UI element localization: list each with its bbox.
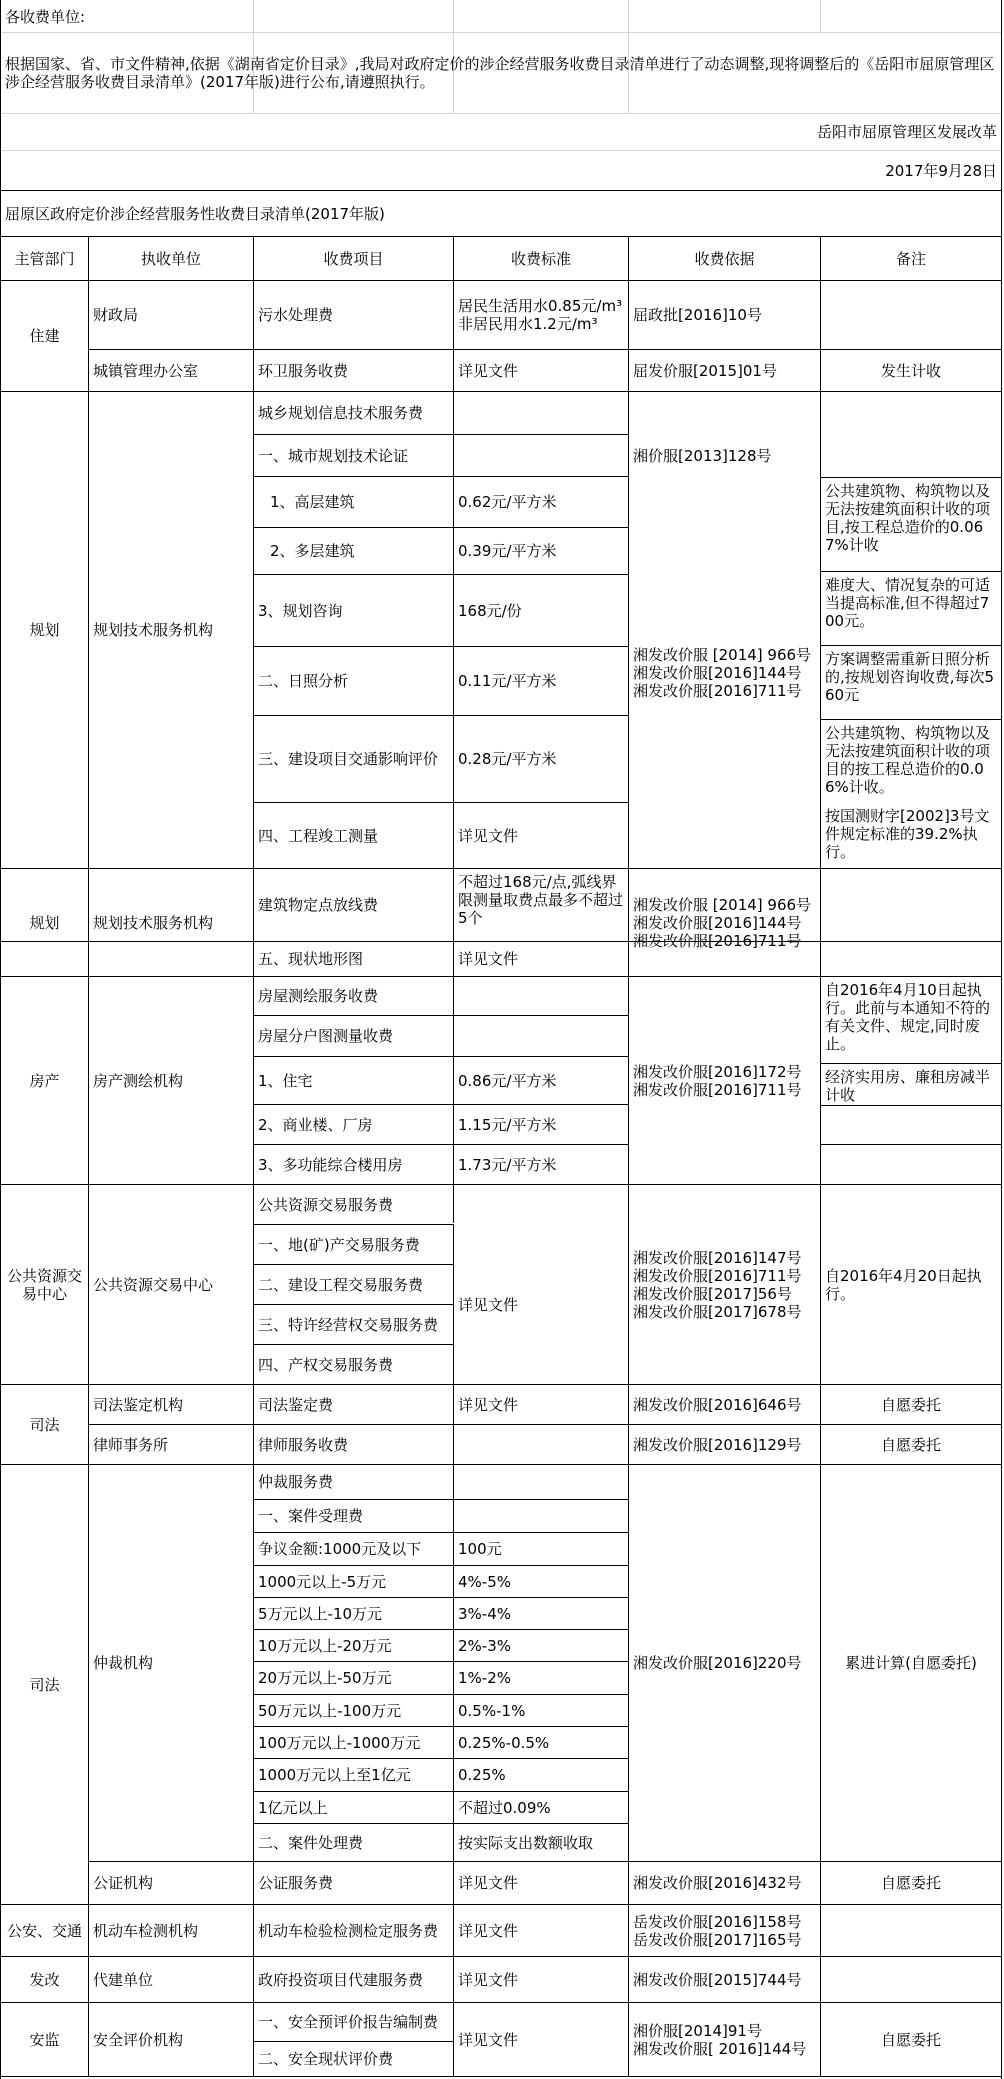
note-cell: 自愿委托 bbox=[880, 2030, 941, 2049]
basis-cell: 湘发改价服[2016]220号 bbox=[633, 1654, 802, 1672]
note-cell: 自2016年4月10日起执行。此前与本通知不符的有关文件、规定,同时废止。 bbox=[825, 981, 991, 1053]
item-cell: 污水处理费 bbox=[258, 306, 334, 324]
unit-cell: 规划技术服务机构 bbox=[93, 621, 214, 639]
grid-line-h bbox=[820, 1105, 1001, 1106]
item-cell: 房屋测绘服务收费 bbox=[258, 987, 379, 1005]
item-cell: 城乡规划信息技术服务费 bbox=[258, 404, 424, 422]
header-recipient: 各收费单位: bbox=[5, 7, 86, 26]
basis-cell: 湘发改价服[2016]432号 bbox=[633, 1874, 802, 1892]
standard-cell: 不超过168元/点,弧线界限测量取费点最多不超过5个 bbox=[458, 873, 624, 927]
standard-cell: 0.5%-1% bbox=[458, 1701, 526, 1720]
note-cell: 自愿委托 bbox=[880, 1874, 941, 1892]
item-cell: 一、城市规划技术论证 bbox=[258, 446, 409, 465]
item-cell: 1、住宅 bbox=[258, 1071, 313, 1090]
grid-line-v bbox=[1001, 0, 1002, 2079]
basis-cell: 岳发改价服[2016]158号 岳发改价服[2017]165号 bbox=[633, 1912, 802, 1949]
header-notice: 根据国家、省、市文件精神,依据《湖南省定价目录》,我局对政府定价的涉企经营服务收费目录清单进行了动态调整,现将调整后的《岳阳市屈原管理区涉企经营服务收费目录清单》(2017年版)进行公布,请遵照执行。 bbox=[5, 55, 995, 91]
item-cell: 1000元以上-5万元 bbox=[258, 1572, 387, 1591]
note-cell: 自2016年4月20日起执行。 bbox=[825, 1266, 982, 1303]
basis-cell: 屈发价服[2015]01号 bbox=[633, 361, 777, 380]
unit-cell: 机动车检测机构 bbox=[93, 1921, 199, 1940]
standard-cell: 详见文件 bbox=[458, 1874, 519, 1892]
item-cell: 3、多功能综合楼用房 bbox=[258, 1155, 403, 1174]
header-date: 2017年9月28日 bbox=[885, 161, 997, 180]
item-cell: 二、日照分析 bbox=[258, 672, 349, 690]
basis-cell: 湘发改价服[2015]744号 bbox=[633, 1970, 802, 1989]
basis-cell: 湘发改价服[2016]129号 bbox=[633, 1435, 802, 1454]
item-cell: 2、商业楼、厂房 bbox=[258, 1115, 373, 1134]
item-cell: 二、安全现状评价费 bbox=[258, 2050, 394, 2068]
dept-cell: 房产 bbox=[29, 1071, 60, 1090]
note-cell: 累进计算(自愿委托) bbox=[845, 1654, 977, 1672]
basis-cell: 湘发改价服 [2014] 966号 湘发改价服[2016]144号 湘发改价服[2016]711号 bbox=[633, 645, 812, 700]
item-cell: 公证服务费 bbox=[258, 1874, 334, 1892]
dept-cell: 公安、交通 bbox=[6, 1921, 82, 1940]
item-cell: 仲裁服务费 bbox=[258, 1473, 334, 1491]
standard-cell: 详见文件 bbox=[458, 361, 519, 380]
standard-cell: 不超过0.09% bbox=[458, 1798, 551, 1817]
note-cell: 方案调整需重新日照分析的,按规划咨询收费,每次560元 bbox=[825, 650, 995, 704]
standard-cell: 2%-3% bbox=[458, 1636, 512, 1655]
standard-cell: 详见文件 bbox=[458, 1295, 519, 1314]
item-cell: 房屋分户图测量收费 bbox=[258, 1027, 394, 1045]
basis-cell: 屈政批[2016]10号 bbox=[633, 306, 762, 324]
dept-cell: 司法 bbox=[29, 1415, 60, 1434]
item-cell: 三、特许经营权交易服务费 bbox=[258, 1315, 439, 1334]
col-header-basis: 收费依据 bbox=[694, 249, 755, 268]
note-cell: 按国测财字[2002]3号文件规定标准的39.2%执行。 bbox=[825, 807, 990, 861]
dept-cell: 规划 bbox=[29, 621, 60, 639]
unit-cell: 司法鉴定机构 bbox=[93, 1395, 184, 1414]
standard-cell: 详见文件 bbox=[458, 826, 519, 845]
standard-cell: 0.28元/平方米 bbox=[458, 750, 557, 768]
standard-cell: 4%-5% bbox=[458, 1572, 512, 1591]
item-cell: 一、案件受理费 bbox=[258, 1507, 364, 1525]
unit-cell: 律师事务所 bbox=[93, 1435, 169, 1454]
col-header-note: 备注 bbox=[895, 249, 926, 268]
note-cell: 公共建筑物、构筑物以及无法按建筑面积计收的项目的按工程总造价的0.06%计收。 bbox=[825, 724, 991, 796]
grid-line-h bbox=[0, 2076, 1001, 2077]
item-cell: 20万元以上-50万元 bbox=[258, 1669, 392, 1687]
col-header-dept: 主管部门 bbox=[14, 249, 75, 268]
unit-cell: 财政局 bbox=[93, 306, 139, 324]
dept-cell: 规划 bbox=[29, 913, 60, 932]
item-cell: 1亿元以上 bbox=[258, 1798, 328, 1817]
standard-cell: 详见文件 bbox=[458, 950, 519, 968]
standard-cell: 100元 bbox=[458, 1540, 502, 1558]
item-cell: 环卫服务收费 bbox=[258, 361, 349, 380]
standard-cell: 按实际支出数额收取 bbox=[458, 1833, 594, 1852]
dept-cell: 住建 bbox=[29, 327, 60, 345]
standard-cell: 详见文件 bbox=[458, 1921, 519, 1940]
standard-cell: 详见文件 bbox=[458, 1970, 519, 1989]
note-cell: 难度大、情况复杂的可适当提高标准,但不得超过700元。 bbox=[825, 576, 991, 630]
item-cell: 3、规划咨询 bbox=[258, 601, 343, 620]
basis-cell: 湘价服[2014]91号 湘发改价服[ 2016]144号 bbox=[633, 2021, 807, 2058]
note-cell: 自愿委托 bbox=[880, 1395, 941, 1414]
item-cell: 10万元以上-20万元 bbox=[258, 1636, 392, 1655]
dept-cell: 安监 bbox=[29, 2030, 60, 2049]
standard-cell: 1%-2% bbox=[458, 1669, 512, 1687]
note-cell: 经济实用房、廉租房减半计收 bbox=[825, 1068, 991, 1104]
unit-cell: 公共资源交易中心 bbox=[93, 1275, 214, 1294]
item-cell: 三、建设项目交通影响评价 bbox=[258, 750, 439, 768]
col-header-standard: 收费标准 bbox=[510, 249, 571, 268]
item-cell: 建筑物定点放线费 bbox=[258, 896, 379, 914]
item-cell: 1000万元以上至1亿元 bbox=[258, 1766, 411, 1784]
standard-cell: 详见文件 bbox=[458, 2030, 519, 2049]
item-cell: 100万元以上-1000万元 bbox=[258, 1733, 421, 1752]
col-header-unit: 执收单位 bbox=[140, 249, 201, 268]
item-cell: 二、建设工程交易服务费 bbox=[258, 1275, 424, 1294]
basis-cell: 湘发改价服[2016]147号 湘发改价服[2016]711号 湘发改价服[2017]56号 湘发改价服[2017]678号 bbox=[633, 1248, 802, 1321]
item-cell: 司法鉴定费 bbox=[258, 1395, 334, 1414]
standard-cell: 居民生活用水0.85元/m³ 非居民用水1.2元/m³ bbox=[458, 297, 623, 333]
item-cell: 二、案件处理费 bbox=[258, 1833, 364, 1852]
standard-cell: 0.62元/平方米 bbox=[458, 493, 557, 511]
standard-cell: 0.86元/平方米 bbox=[458, 1071, 557, 1090]
grid-line-h bbox=[820, 1144, 1001, 1145]
basis-cell: 湘价服[2013]128号 bbox=[633, 446, 772, 465]
item-cell: 一、安全预评价报告编制费 bbox=[258, 2013, 439, 2031]
standard-cell: 0.39元/平方米 bbox=[458, 542, 557, 560]
standard-cell: 1.15元/平方米 bbox=[458, 1115, 557, 1134]
basis-cell: 湘发改价服 [2014] 966号 湘发改价服[2016]144号 湘发改价服[2016]711号 bbox=[633, 895, 812, 950]
grid-line-v bbox=[453, 1184, 454, 1223]
col-header-item: 收费项目 bbox=[323, 249, 384, 268]
standard-cell: 0.25%-0.5% bbox=[458, 1733, 550, 1752]
unit-cell: 城镇管理办公室 bbox=[93, 361, 199, 380]
standard-cell: 详见文件 bbox=[458, 1395, 519, 1414]
dept-cell: 公共资源交易中心 bbox=[6, 1266, 82, 1303]
standard-cell: 0.25% bbox=[458, 1766, 506, 1784]
standard-cell: 0.11元/平方米 bbox=[458, 672, 557, 690]
item-cell: 争议金额:1000元及以下 bbox=[258, 1540, 422, 1558]
note-cell: 公共建筑物、构筑物以及无法按建筑面积计收的项目,按工程总造价的0.067%计收 bbox=[825, 482, 991, 554]
unit-cell: 公证机构 bbox=[93, 1874, 154, 1892]
note-cell: 发生计收 bbox=[880, 361, 941, 380]
item-cell: 一、地(矿)产交易服务费 bbox=[258, 1235, 420, 1254]
standard-cell: 168元/份 bbox=[458, 601, 522, 620]
grid-line-v bbox=[820, 0, 821, 32]
dept-cell: 发改 bbox=[29, 1970, 60, 1989]
item-cell: 公共资源交易服务费 bbox=[258, 1195, 394, 1214]
list-title: 屈原区政府定价涉企经营服务性收费目录清单(2017年版) bbox=[5, 204, 385, 223]
item-cell: 机动车检验检测检定服务费 bbox=[258, 1921, 439, 1940]
item-cell: 50万元以上-100万元 bbox=[258, 1701, 402, 1720]
item-cell: 1、高层建筑 bbox=[270, 493, 355, 511]
unit-cell: 安全评价机构 bbox=[93, 2030, 184, 2049]
item-cell: 律师服务收费 bbox=[258, 1435, 349, 1454]
item-cell: 2、多层建筑 bbox=[270, 542, 355, 560]
item-cell: 五、现状地形图 bbox=[258, 950, 364, 968]
unit-cell: 代建单位 bbox=[93, 1970, 154, 1989]
item-cell: 政府投资项目代建服务费 bbox=[258, 1970, 424, 1989]
dept-cell: 司法 bbox=[29, 1675, 60, 1694]
unit-cell: 仲裁机构 bbox=[93, 1654, 154, 1672]
item-cell: 四、工程竣工测量 bbox=[258, 826, 379, 845]
item-cell: 四、产权交易服务费 bbox=[258, 1355, 394, 1374]
unit-cell: 房产测绘机构 bbox=[93, 1071, 184, 1090]
item-cell: 5万元以上-10万元 bbox=[258, 1604, 383, 1623]
basis-cell: 湘发改价服[2016]172号 湘发改价服[2016]711号 bbox=[633, 1062, 802, 1099]
standard-cell: 1.73元/平方米 bbox=[458, 1155, 557, 1174]
header-issuer: 岳阳市屈原管理区发展改革 bbox=[816, 123, 997, 141]
note-cell: 自愿委托 bbox=[880, 1435, 941, 1454]
unit-cell: 规划技术服务机构 bbox=[93, 913, 214, 932]
standard-cell: 3%-4% bbox=[458, 1604, 512, 1623]
basis-cell: 湘发改价服[2016]646号 bbox=[633, 1395, 802, 1414]
